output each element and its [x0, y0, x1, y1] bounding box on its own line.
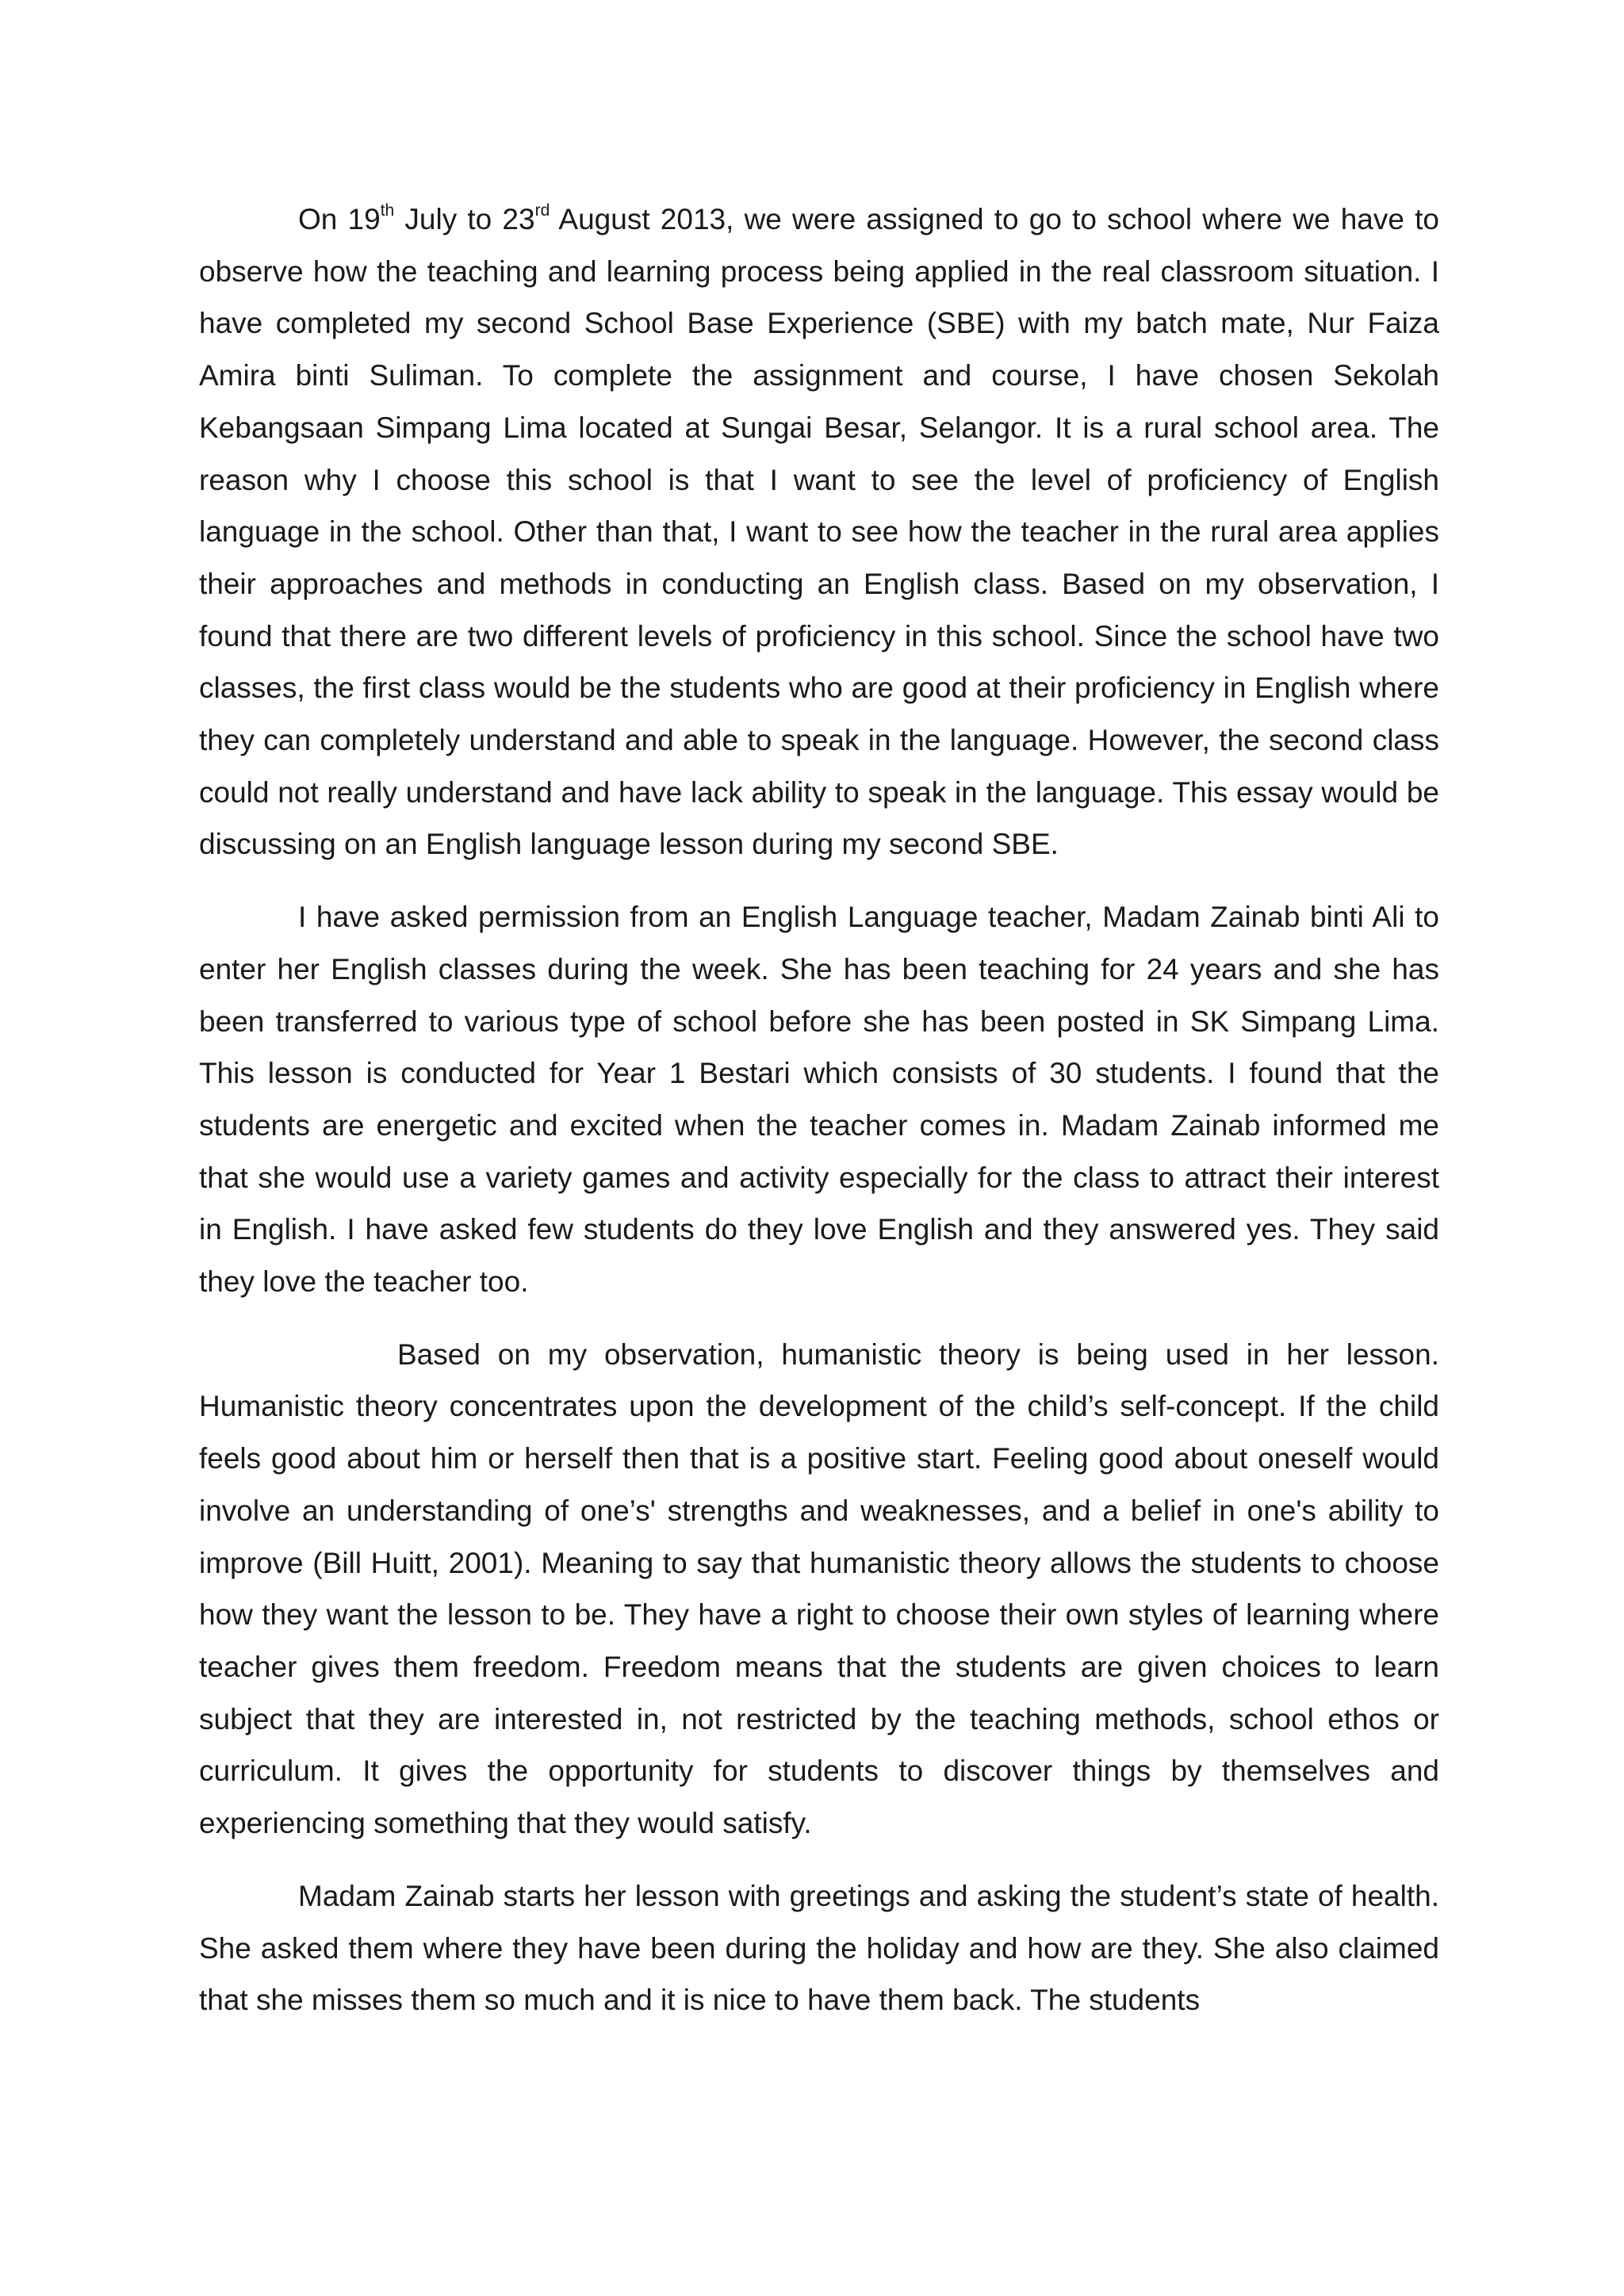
ordinal-superscript: th [380, 201, 395, 220]
paragraph-teacher-background: I have asked permission from an English Language teacher, Madam Zainab binti Ali to enter her English classes during the week. She has been teaching for 24 years and she has been transferred to various type of school before she has been posted in SK Simpang Lima. This lesson is conducted for Year 1 Bestari which consists of 30 students. I found that the students are energetic and excited when the teacher comes in. Madam Zainab informed me that she would use a variety games and activity especially for the class to attract their interest in English. I have asked few students do they love English and they answered yes. They said they love the teacher too. [199, 901, 1439, 1299]
paragraph-text: July to 23 [394, 203, 535, 235]
essay-body [199, 193, 1439, 2047]
paragraph-lesson-opening: Madam Zainab starts her lesson with greetings and asking the student’s state of health. She asked them where they have been during the holiday and how are they. She also claimed that she misses them so much and it is nice to have them back. The students [199, 1879, 1439, 2017]
paragraph-text: August 2013, we were assigned to go to school where we have to observe how the teaching and learning process being applied in the real classroom situation. I have completed my second School Base Experience (SBE) with my batch mate, Nur Faiza Amira binti Suliman. To complete the assignment and course, I have chosen Sekolah Kebangsaan Simpang Lima located at Sungai Besar, Selangor. It is a rural school area. The reason why I choose this school is that I want to see the level of proficiency of English language in the school. Other than that, I want to see how the teacher in the rural area applies their approaches and methods in conducting an English class. Based on my observation, I found that there are two different levels of proficiency in this school. Since the school have two classes, the first class would be the students who are good at their proficiency in English where they can completely understand and able to speak in the language. However, the second class could not really understand and have lack ability to speak in the language. This essay would be discussing on an English language lesson during my second SBE. [199, 203, 1440, 861]
paragraph-humanistic-theory: Based on my observation, humanistic theory is being used in her lesson. Humanistic theory concentrates upon the development of the child’s self-concept. If the child feels good about him or herself then that is a positive start. Feeling good about oneself would involve an understanding of one’s' strengths and weaknesses, and a belief in one's ability to improve (Bill Huitt, 2001). Meaning to say that humanistic theory allows the students to choose how they want the lesson to be. They have a right to choose their own styles of learning where teacher gives them freedom. Freedom means that the students are given choices to learn subject that they are interested in, not restricted by the teaching methods, school ethos or curriculum. It gives the opportunity for students to discover things by themselves and experiencing something that they would satisfy. [199, 1337, 1439, 1840]
paragraph-sbe-introduction [199, 193, 1439, 871]
ordinal-superscript: rd [534, 201, 550, 220]
paragraph-text: On 19 [298, 203, 381, 235]
